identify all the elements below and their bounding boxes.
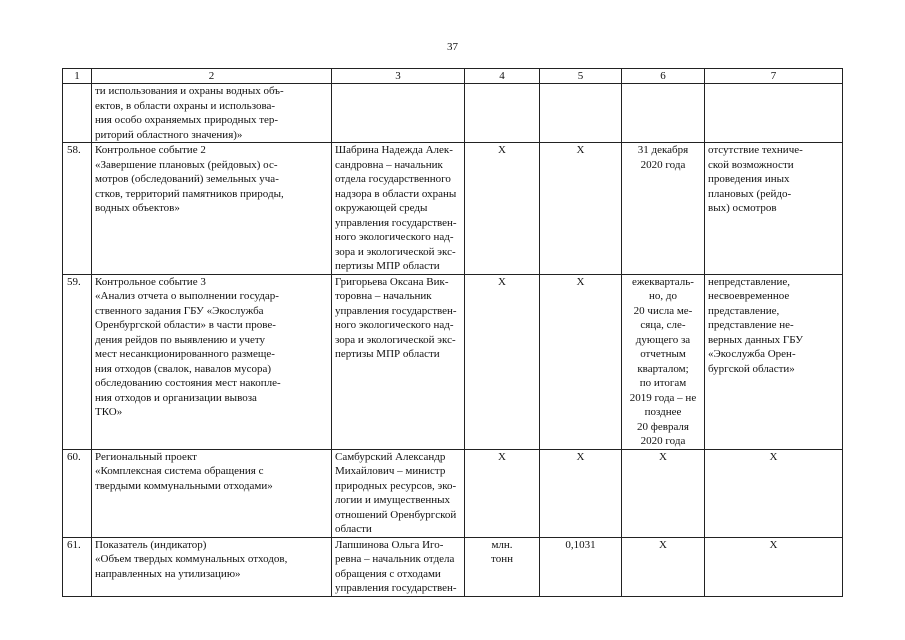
measure-name: Контрольное событие 2 «Завершение плановых (рейдовых) ос- мотров (обследований) земельных уча- стков, территорий памятников природы, водных объектов» [92, 143, 332, 275]
unit [465, 84, 540, 143]
header-cell: 6 [622, 69, 705, 84]
responsible [332, 84, 465, 143]
measure-name: Показатель (индикатор) «Объем твердых коммунальных отходов, направленных на утилизацию» [92, 537, 332, 596]
header-cell: 1 [63, 69, 92, 84]
table-row [63, 274, 843, 449]
risk [705, 84, 843, 143]
deadline [622, 84, 705, 143]
page-number: 37 [447, 41, 458, 53]
value: Х [540, 449, 622, 537]
responsible: Шабрина Надежда Алек- сандровна – начальник отдела государственного надзора в области охраны окружающей среды управления государствен- ного экологического над- зора и экологической экс- пертизы МПР области [332, 143, 465, 275]
deadline: ежекварталь- но, до 20 числа ме- сяца, сле- дующего за отчетным кварталом; по итогам 2019 года – не позднее 20 февраля 2020 года [622, 274, 705, 449]
risk: непредставление, несвоевременное представление, представление не- верных данных ГБУ «Экослужба Орен- бургской области» [705, 274, 843, 449]
table-row [63, 84, 843, 143]
header-cell: 5 [540, 69, 622, 84]
measure-name: ти использования и охраны водных объ- ектов, в области охраны и использова- ния особо охраняемых природных тер- риторий областного значения)» [92, 84, 332, 143]
row-number: 61. [63, 537, 92, 596]
measure-name: Региональный проект «Комплексная система обращения с твердыми коммунальными отходами» [92, 449, 332, 537]
header-cell: 4 [465, 69, 540, 84]
row-number: 60. [63, 449, 92, 537]
header-cell: 3 [332, 69, 465, 84]
deadline: 31 декабря 2020 года [622, 143, 705, 275]
risk: отсутствие техниче- ской возможности проведения иных плановых (рейдо- вых) осмотров [705, 143, 843, 275]
unit: млн. тонн [465, 537, 540, 596]
responsible: Григорьева Оксана Вик- торовна – начальник управления государствен- ного экологического над- зора и экологической экс- пертизы МПР области [332, 274, 465, 449]
header-cell: 2 [92, 69, 332, 84]
risk: Х [705, 537, 843, 596]
column-number-row [63, 69, 843, 84]
table-row [63, 537, 843, 596]
row-number [63, 84, 92, 143]
deadline: Х [622, 537, 705, 596]
header-cell: 7 [705, 69, 843, 84]
deadline: Х [622, 449, 705, 537]
measure-name: Контрольное событие 3 «Анализ отчета о выполнении государ- ственного задания ГБУ «Экослужба Оренбургской области» в части прове- дения рейдов по выявлению и учету мест несанкционированного размеще- ния отходов (свалок, навалов мусора) обследованию состояния мест накопле- ния отходов и организации вывоза ТКО» [92, 274, 332, 449]
value: Х [540, 143, 622, 275]
unit: Х [465, 274, 540, 449]
value: Х [540, 274, 622, 449]
table-row [63, 143, 843, 275]
table-row [63, 449, 843, 537]
responsible: Самбурский Александр Михайлович – министр природных ресурсов, эко- логии и имущественных отношений Оренбургской области [332, 449, 465, 537]
responsible: Лапшинова Ольга Иго- ревна – начальник отдела обращения с отходами управления государствен- [332, 537, 465, 596]
row-number: 59. [63, 274, 92, 449]
value [540, 84, 622, 143]
unit: Х [465, 143, 540, 275]
row-number: 58. [63, 143, 92, 275]
risk: Х [705, 449, 843, 537]
value: 0,1031 [540, 537, 622, 596]
measures-table [62, 68, 843, 597]
unit: Х [465, 449, 540, 537]
